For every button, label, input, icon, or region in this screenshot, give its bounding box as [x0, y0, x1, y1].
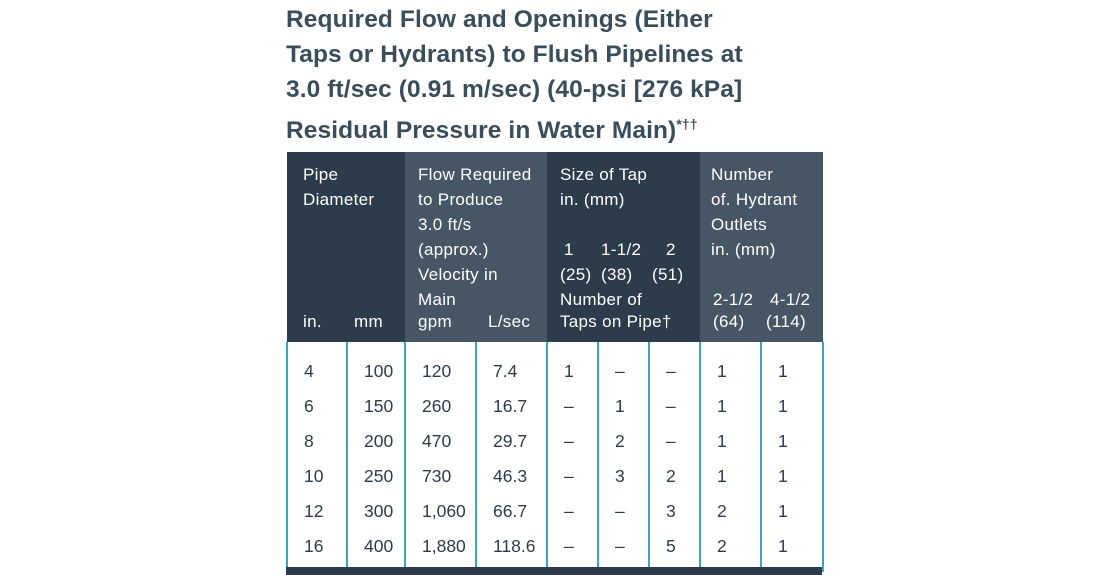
cell-tap-1: – [547, 529, 598, 572]
cell-flow-lsec: 29.7 [476, 424, 547, 459]
flush-flow-table [286, 152, 824, 572]
header-tap-count-line2: Taps on Pipe† [560, 312, 672, 331]
header-tap-size-1: 1 [564, 240, 574, 259]
header-tap-size-2: 1-1/2 [601, 240, 642, 259]
cell-hydrant-2-1-2: 2 [700, 529, 761, 572]
table-row [287, 459, 823, 494]
cell-tap-1-1-2: – [598, 529, 649, 572]
cell-hydrant-2-1-2: 1 [700, 459, 761, 494]
cell-tap-1: – [547, 459, 598, 494]
cell-flow-gpm: 470 [405, 424, 476, 459]
cell-tap-2: 5 [649, 529, 700, 572]
cell-hydrant-4-1-2: 1 [761, 424, 823, 459]
header-flow-required [405, 152, 547, 342]
cell-tap-2: 3 [649, 494, 700, 529]
header-hydrant-mm-1: (64) [713, 312, 745, 331]
cell-tap-1-1-2: 2 [598, 424, 649, 459]
cell-pipe-in: 8 [287, 424, 347, 459]
table-row [287, 494, 823, 529]
cell-flow-gpm: 730 [405, 459, 476, 494]
cell-pipe-in: 10 [287, 459, 347, 494]
header-tap-line1: Size of Tap [560, 165, 648, 184]
cell-pipe-mm: 100 [347, 342, 405, 389]
title-line-3: 3.0 ft/sec (0.91 m/sec) (40-psi [276 kPa] [286, 76, 743, 103]
header-hydrant-line4: in. (mm) [711, 240, 776, 259]
header-flow-line2: to Produce [418, 190, 504, 209]
cell-hydrant-2-1-2: 1 [700, 389, 761, 424]
cell-hydrant-4-1-2: 1 [761, 389, 823, 424]
header-tap-mm-2: (38) [601, 265, 633, 284]
header-flow-line6: Main [418, 290, 457, 309]
header-flow-lsec: L/sec [488, 312, 531, 331]
header-flow-line1: Flow Required [418, 165, 532, 184]
cell-tap-1-1-2: 1 [598, 389, 649, 424]
cell-tap-1-1-2: – [598, 342, 649, 389]
cell-hydrant-4-1-2: 1 [761, 342, 823, 389]
header-pipe-diameter [287, 152, 405, 342]
header-pipe-line2: Diameter [303, 190, 375, 209]
cell-hydrant-2-1-2: 1 [700, 424, 761, 459]
title-line-2: Taps or Hydrants) to Flush Pipelines at [286, 41, 743, 68]
cell-pipe-in: 12 [287, 494, 347, 529]
cell-flow-gpm: 120 [405, 342, 476, 389]
cell-hydrant-2-1-2: 2 [700, 494, 761, 529]
cell-pipe-mm: 400 [347, 529, 405, 572]
header-pipe-mm: mm [354, 312, 383, 331]
title-footnote-marks: *†† [676, 116, 698, 132]
cell-pipe-mm: 150 [347, 389, 405, 424]
cell-flow-lsec: 118.6 [476, 529, 547, 572]
cell-tap-2: – [649, 342, 700, 389]
cell-hydrant-4-1-2: 1 [761, 494, 823, 529]
cell-tap-1: – [547, 494, 598, 529]
header-hydrant-size-1: 2-1/2 [713, 290, 754, 309]
cell-flow-lsec: 46.3 [476, 459, 547, 494]
cell-flow-lsec: 66.7 [476, 494, 547, 529]
header-tap-mm-1: (25) [560, 265, 592, 284]
header-tap-size-3: 2 [666, 240, 676, 259]
cell-flow-gpm: 1,880 [405, 529, 476, 572]
cell-flow-gpm: 1,060 [405, 494, 476, 529]
cell-tap-1-1-2: 3 [598, 459, 649, 494]
header-tap-count-line1: Number of [560, 290, 643, 309]
header-pipe-in: in. [303, 312, 322, 331]
header-hydrant-line2: of. Hydrant [711, 190, 798, 209]
cell-tap-1: – [547, 424, 598, 459]
table-bottom-bar [286, 567, 822, 575]
cell-pipe-mm: 200 [347, 424, 405, 459]
cell-pipe-mm: 250 [347, 459, 405, 494]
page-title [286, 2, 846, 148]
header-hydrant-size-2: 4-1/2 [770, 290, 811, 309]
table-row [287, 424, 823, 459]
header-hydrant-mm-2: (114) [766, 312, 806, 331]
header-tap-size [547, 152, 700, 342]
cell-pipe-in: 4 [287, 342, 347, 389]
header-tap-line2: in. (mm) [560, 190, 625, 209]
cell-pipe-mm: 300 [347, 494, 405, 529]
header-hydrant-line1: Number [711, 165, 774, 184]
cell-tap-2: 2 [649, 459, 700, 494]
header-pipe-line1: Pipe [303, 165, 339, 184]
cell-flow-lsec: 16.7 [476, 389, 547, 424]
table-row [287, 389, 823, 424]
cell-tap-1-1-2: – [598, 494, 649, 529]
cell-tap-2: – [649, 389, 700, 424]
cell-tap-1: 1 [547, 342, 598, 389]
title-line-4: Residual Pressure in Water Main) [286, 117, 677, 144]
cell-hydrant-2-1-2: 1 [700, 342, 761, 389]
table-body [287, 342, 823, 572]
header-flow-line5: Velocity in [418, 265, 498, 284]
cell-flow-lsec: 7.4 [476, 342, 547, 389]
cell-pipe-in: 6 [287, 389, 347, 424]
header-flow-line4: (approx.) [418, 240, 489, 259]
table-row [287, 342, 823, 389]
cell-pipe-in: 16 [287, 529, 347, 572]
table-header-row [287, 152, 823, 342]
header-flow-gpm: gpm [418, 312, 452, 331]
table-row [287, 529, 823, 572]
header-hydrant-line3: Outlets [711, 215, 767, 234]
cell-tap-1: – [547, 389, 598, 424]
cell-hydrant-4-1-2: 1 [761, 459, 823, 494]
title-line-1: Required Flow and Openings (Either [286, 6, 713, 33]
cell-hydrant-4-1-2: 1 [761, 529, 823, 572]
header-flow-line3: 3.0 ft/s [418, 215, 472, 234]
cell-flow-gpm: 260 [405, 389, 476, 424]
header-tap-mm-3: (51) [652, 265, 684, 284]
cell-tap-2: – [649, 424, 700, 459]
header-hydrant-outlets [700, 152, 823, 342]
